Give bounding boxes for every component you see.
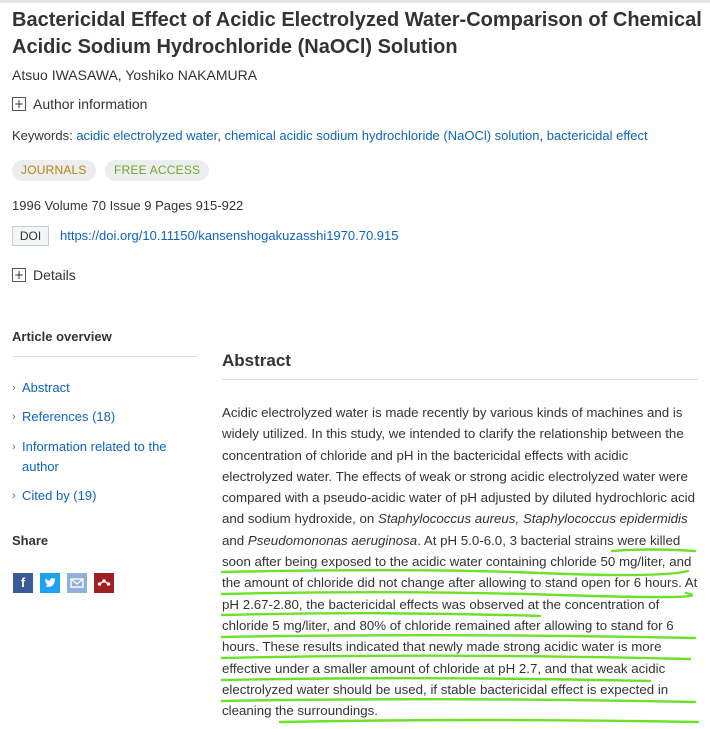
share-heading: Share [12, 533, 49, 548]
chevron-right-icon: › [12, 382, 16, 394]
abstract-body: Acidic electrolyzed water is made recently by various kinds of machines and is widely utilized. In this study, we intended to clarify the relationship between the concentration of chloride and pH in the bactericidal effects with acidic electrolyzed water. The effects of weak or strong acidic electrolyzed water were compared with a pseudo-acidic water of pH adjusted by diluted hydrochloric acid and sodium hydroxide, on Staphylococcus aureus, Staphylococcus epidermidis and Pseudomononas aeruginosa. At pH 5.0-6.0, 3 bacterial strains were killed soon after being exposed to the acidic water containing chloride 50 mg/liter, and the amount of chloride did not change after allowing to stand open for 6 hours. At pH 2.67-2.80, the bactericidal effects was observed at the concentration of chloride 5 mg/liter, and 80% of chloride remained after allowing to stand for 6 hours. These results indicated that newly made strong acidic water is more effective under a smaller amount of chloride at pH 2.7, and that weak acidic electrolyzed water should be used, if stable bactericidal effect is expected in cleaning the surroundings. [222, 405, 698, 719]
sidebar-item-cited-by[interactable] [12, 486, 197, 506]
sidebar-divider [12, 356, 197, 357]
article-overview-heading: Article overview [12, 329, 112, 344]
chevron-right-icon: › [12, 490, 16, 502]
sidebar-item-label: Cited by (19) [22, 488, 97, 503]
doi-badge: DOI [12, 226, 49, 246]
chevron-right-icon: › [12, 411, 16, 423]
journals-badge: JOURNALS [12, 160, 96, 181]
free-access-badge: FREE ACCESS [105, 160, 209, 181]
keyword-link[interactable]: chemical acidic sodium hydrochloride (NaOCl) solution [224, 128, 540, 143]
chevron-right-icon: › [12, 441, 16, 453]
sidebar-item-label: Information related to the author [22, 439, 167, 474]
sidebar-item-author-information[interactable] [12, 437, 197, 477]
article-title: Bactericidal Effect of Acidic Electrolyzed Water-Comparison of Chemical Acidic Sodium Hydrochloride (NaOCl) Solution [12, 9, 702, 58]
author-information-toggle[interactable] [12, 96, 147, 112]
twitter-icon[interactable] [40, 573, 60, 593]
sidebar-item-abstract[interactable] [12, 378, 197, 398]
keyword-link[interactable]: bactericidal effect [546, 128, 648, 143]
keywords-line: Keywords: acidic electrolyzed water, chemical acidic sodium hydrochloride (NaOCl) solution, bactericidal effect [12, 128, 648, 143]
abstract-heading: Abstract [222, 351, 291, 370]
author-information-label: Author information [33, 96, 148, 112]
plus-icon: + [13, 97, 25, 111]
top-divider [0, 0, 710, 3]
sidebar-item-references[interactable] [12, 407, 197, 427]
mendeley-icon[interactable] [94, 573, 114, 593]
details-toggle[interactable] [12, 267, 76, 283]
volume-issue-pages: 1996 Volume 70 Issue 9 Pages 915-922 [12, 198, 244, 213]
plus-icon: + [13, 268, 25, 282]
facebook-icon[interactable]: f [13, 573, 33, 593]
sidebar-item-label: References (18) [22, 409, 116, 424]
email-icon[interactable] [67, 573, 87, 593]
sidebar-item-label: Abstract [22, 380, 70, 395]
article-authors: Atsuo IWASAWA, Yoshiko NAKAMURA [12, 67, 258, 83]
abstract-divider [222, 379, 698, 380]
keywords-label: Keywords: [12, 128, 73, 143]
doi-link[interactable]: https://doi.org/10.11150/kansenshogakuzasshi1970.70.915 [60, 228, 399, 243]
keyword-link[interactable]: acidic electrolyzed water [76, 128, 218, 143]
details-label: Details [33, 267, 76, 283]
